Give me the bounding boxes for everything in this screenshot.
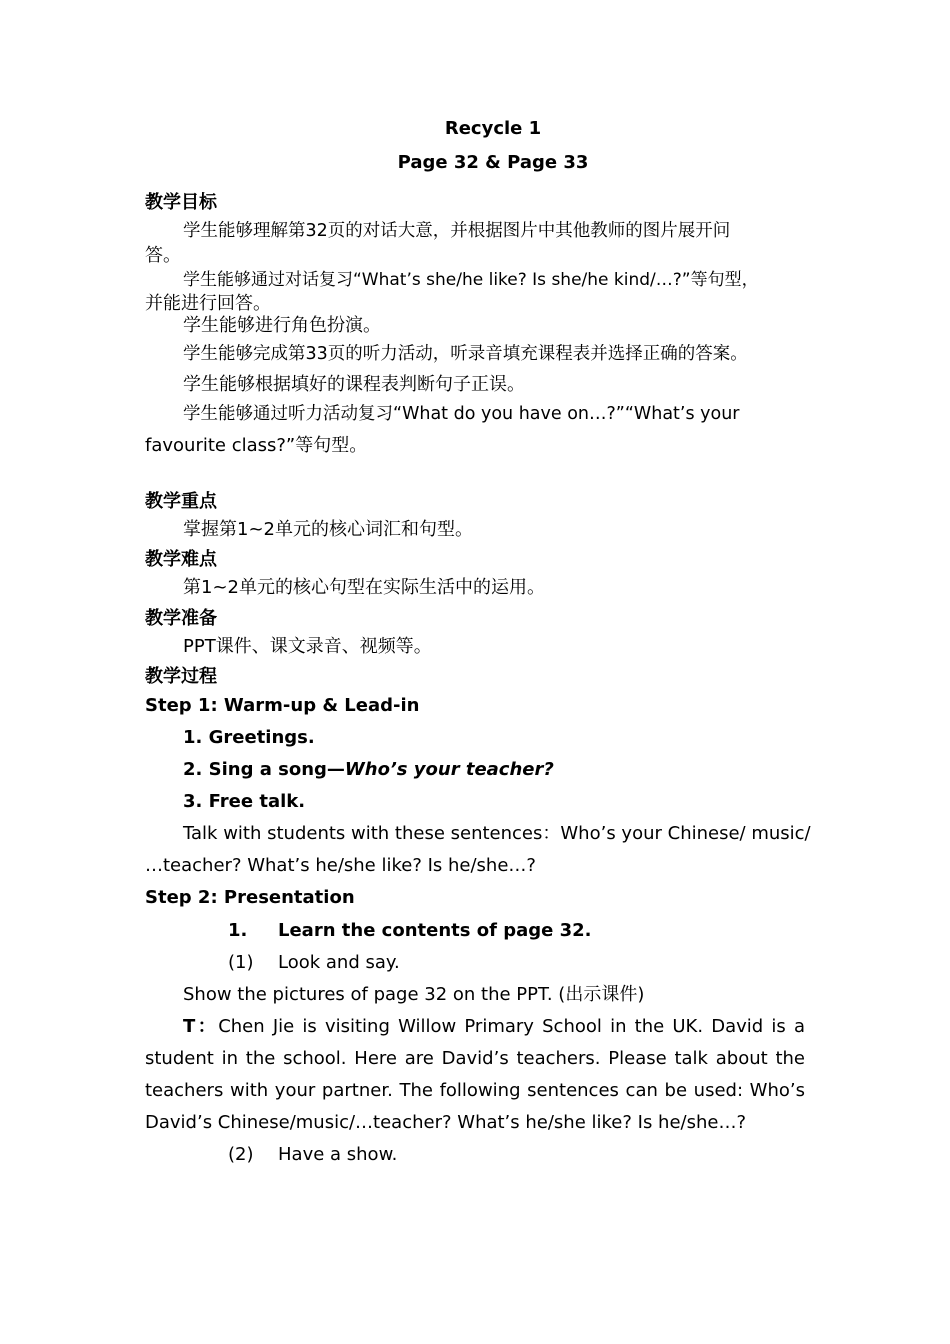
preparation-text: PPT课件、课文录音、视频等。: [183, 636, 432, 657]
song-title: Who’s your teacher?: [344, 759, 554, 780]
key-points-heading: 教学重点: [145, 491, 217, 512]
step1-item: 3. Free talk.: [183, 791, 306, 812]
show-number: (2): [228, 1144, 254, 1165]
show-text: Have a show.: [278, 1144, 398, 1165]
objective-line: 学生能够通过对话复习“What’s she/he like? Is she/he kind/…?”等句型，: [183, 270, 759, 290]
difficulties-heading: 教学难点: [145, 549, 217, 570]
document-subtitle: Page 32 & Page 33: [397, 152, 589, 173]
teacher-text: Chen Jie is visiting Willow Primary School in the UK. David is a student in the school. Here are David’s teachers. Please talk about the teachers with your partner. The following sentences can be used: Who’s David’s Chinese/music/…teacher? What’s he/she like? Is he/she…?: [145, 1016, 805, 1133]
step2-sub-text: Learn the contents of page 32.: [278, 920, 592, 941]
objectives-heading: 教学目标: [145, 192, 217, 213]
step2-sub-number: 1.: [228, 920, 248, 941]
step2-title: Step 2: Presentation: [145, 887, 355, 908]
document-title: Recycle 1: [444, 118, 542, 139]
objective-line: 学生能够根据填好的课程表判断句子正误。: [183, 374, 525, 395]
objective-line: 并能进行回答。: [145, 293, 271, 314]
look-number: (1): [228, 952, 254, 973]
objective-line: 学生能够进行角色扮演。: [183, 315, 381, 336]
process-heading: 教学过程: [145, 666, 217, 687]
look-text: Look and say.: [278, 952, 400, 973]
step1-item: 1. Greetings.: [183, 727, 315, 748]
free-talk-line: Talk with students with these sentences：Who’s your Chinese/ music/: [183, 823, 811, 844]
objective-line: favourite class?”等句型。: [145, 435, 368, 456]
objective-line: 学生能够通过听力活动复习“What do you have on…?”“What’s your: [183, 404, 740, 424]
step1-item: [183, 758, 554, 782]
objective-line: 学生能够理解第32页的对话大意，并根据图片中其他教师的图片展开问: [183, 221, 731, 241]
preparation-heading: 教学准备: [145, 608, 217, 629]
show-pictures-line: Show the pictures of page 32 on the PPT. (出示课件): [183, 984, 645, 1005]
objective-line: 答。: [145, 245, 181, 266]
key-points-text: 掌握第1~2单元的核心词汇和句型。: [183, 519, 473, 540]
free-talk-line: …teacher? What’s he/she like? Is he/she…?: [145, 855, 536, 876]
teacher-paragraph: [145, 1011, 805, 1139]
step1-title: Step 1: Warm-up & Lead-in: [145, 695, 420, 716]
teacher-label: T：: [183, 1016, 219, 1037]
difficulties-text: 第1~2单元的核心句型在实际生活中的运用。: [183, 577, 545, 598]
step1-item-label: 2. Sing a song—: [183, 759, 345, 780]
objective-line: 学生能够完成第33页的听力活动，听录音填充课程表并选择正确的答案。: [183, 344, 748, 364]
